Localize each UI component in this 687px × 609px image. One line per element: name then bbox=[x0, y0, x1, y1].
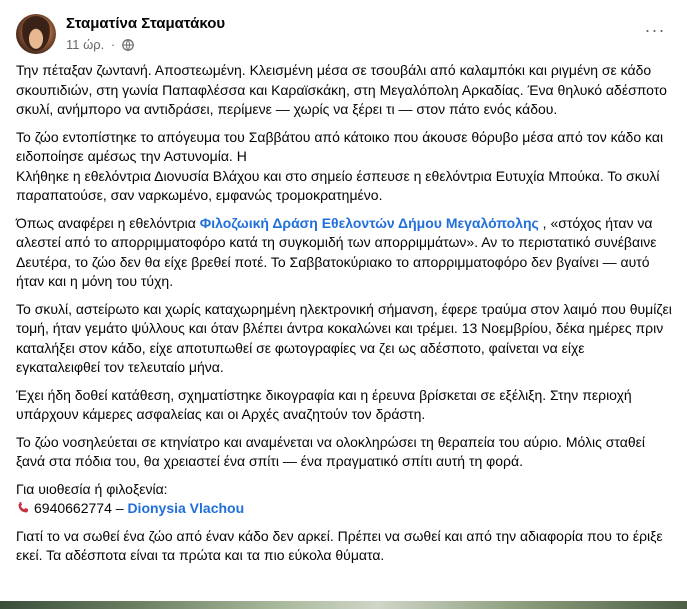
post-meta bbox=[66, 37, 134, 52]
paragraph-2-line-2: Κλήθηκε η εθελόντρια Διονυσία Βλάχου και στο σημείο έσπευσε η εθελόντρια Ευτυχία Μπούκα. Το σκυλί παραπατούσε, σαν ναρκωμένο, εμφανώς τρομοκρατημένο. bbox=[16, 167, 660, 203]
page-mention-link[interactable]: Φιλοζωική Δράση Εθελοντών Δήμου Μεγαλόπολης bbox=[199, 214, 539, 231]
avatar-photo bbox=[20, 16, 52, 54]
phone-number: 6940662774 – bbox=[34, 500, 128, 516]
paragraph-6: Το ζώο νοσηλεύεται σε κτηνίατρο και αναμένεται να ολοκληρώσει τη θεραπεία του αύριο. Μόλις σταθεί ξανά στα πόδια του, θα χρειαστεί ένα σπίτι — ένα πραγματικό σπίτι αυτή τη φορά. bbox=[16, 433, 645, 469]
paragraph-2 bbox=[16, 128, 672, 206]
more-options-icon[interactable]: ··· bbox=[644, 20, 666, 40]
author-name[interactable]: Σταματίνα Σταματάκου bbox=[66, 15, 226, 32]
paragraph-3-before: Όπως αναφέρει η εθελόντρια bbox=[16, 214, 200, 231]
author-avatar[interactable] bbox=[16, 14, 56, 54]
attached-photo-edge[interactable] bbox=[0, 601, 687, 609]
paragraph-1: Την πέταξαν ζωντανή. Αποστεωμένη. Κλεισμένη μέσα σε τσουβάλι από καλαμπόκι και ριγμένη σε κάδο σκουπιδιών, στη γωνία Παπαφλέσσα και Καραϊσκάκη, στη Μεγαλόπολη Αρκαδίας. Ένα θηλυκό αδέσποτο σκυλί, ανήμπορο να αντιδράσει, περίμενε — χωρίς να ξέρει τι — στον πάτο ενός κάδου. bbox=[16, 62, 667, 117]
post-header bbox=[16, 14, 671, 58]
phone-icon bbox=[16, 501, 30, 515]
globe-icon[interactable] bbox=[122, 39, 134, 51]
post-time[interactable]: 11 ώρ. bbox=[66, 37, 105, 52]
paragraph-7 bbox=[16, 480, 672, 519]
paragraph-8: Γιατί το να σωθεί ένα ζώο από έναν κάδο δεν αρκεί. Πρέπει να σωθεί και από την αδιαφορία που το έριξε εκεί. Τα αδέσποτα είναι τα πρώτα και τα πιο εύκολα θύματα. bbox=[16, 527, 663, 563]
person-mention-link[interactable]: Dionysia Vlachou bbox=[127, 500, 245, 516]
meta-separator: · bbox=[110, 37, 116, 52]
post-body bbox=[16, 61, 672, 574]
paragraph-3-after: , «στόχος ήταν να αλεστεί από το απορριμματοφόρο κατά τη συγκομιδή των απορριμμάτων». Αν το περιστατικό συνέβαινε Δευτέρα, το ζώο δεν θα είχε βρεθεί ποτέ. Το Σαββατοκύριακο το απορριμματοφόρο δεν βγαίνει — αυτό ήταν και η μόνη του τύχη. bbox=[16, 214, 657, 289]
paragraph-5: Έχει ήδη δοθεί κατάθεση, σχηματίστηκε δικογραφία και η έρευνα βρίσκεται σε εξέλιξη. Στην περιοχή υπάρχουν κάμερες ασφαλείας και οι Αρχές αναζητούν τον δράστη. bbox=[16, 386, 632, 422]
paragraph-3 bbox=[16, 214, 672, 292]
paragraph-2-line-1: Το ζώο εντοπίστηκε το απόγευμα του Σαββάτου από κάτοικο που άκουσε θόρυβο μέσα από τον κάδο και ειδοποίησε αμέσως την Αστυνομία. Η bbox=[16, 128, 664, 164]
paragraph-4: Το σκυλί, αστείρωτο και χωρίς καταχωρημένη ηλεκτρονική σήμανση, έφερε τραύμα στον λαιμό που θυμίζει τομή, ήταν γεμάτο ψύλλους και όταν βλέπει άντρα κοκαλώνει και τρέμει. 13 Νοεμβρίου, δέκα ημέρες πριν καταλήξει στον κάδο, είχε αποτυπωθεί σε φωτογραφίες να ζει ως αδέσποτο, φαίνεται να είχε εγκαταλειφθεί τον τελευταίο μήνα. bbox=[16, 300, 672, 375]
adoption-heading: Για υιοθεσία ή φιλοξενία: bbox=[16, 480, 168, 497]
